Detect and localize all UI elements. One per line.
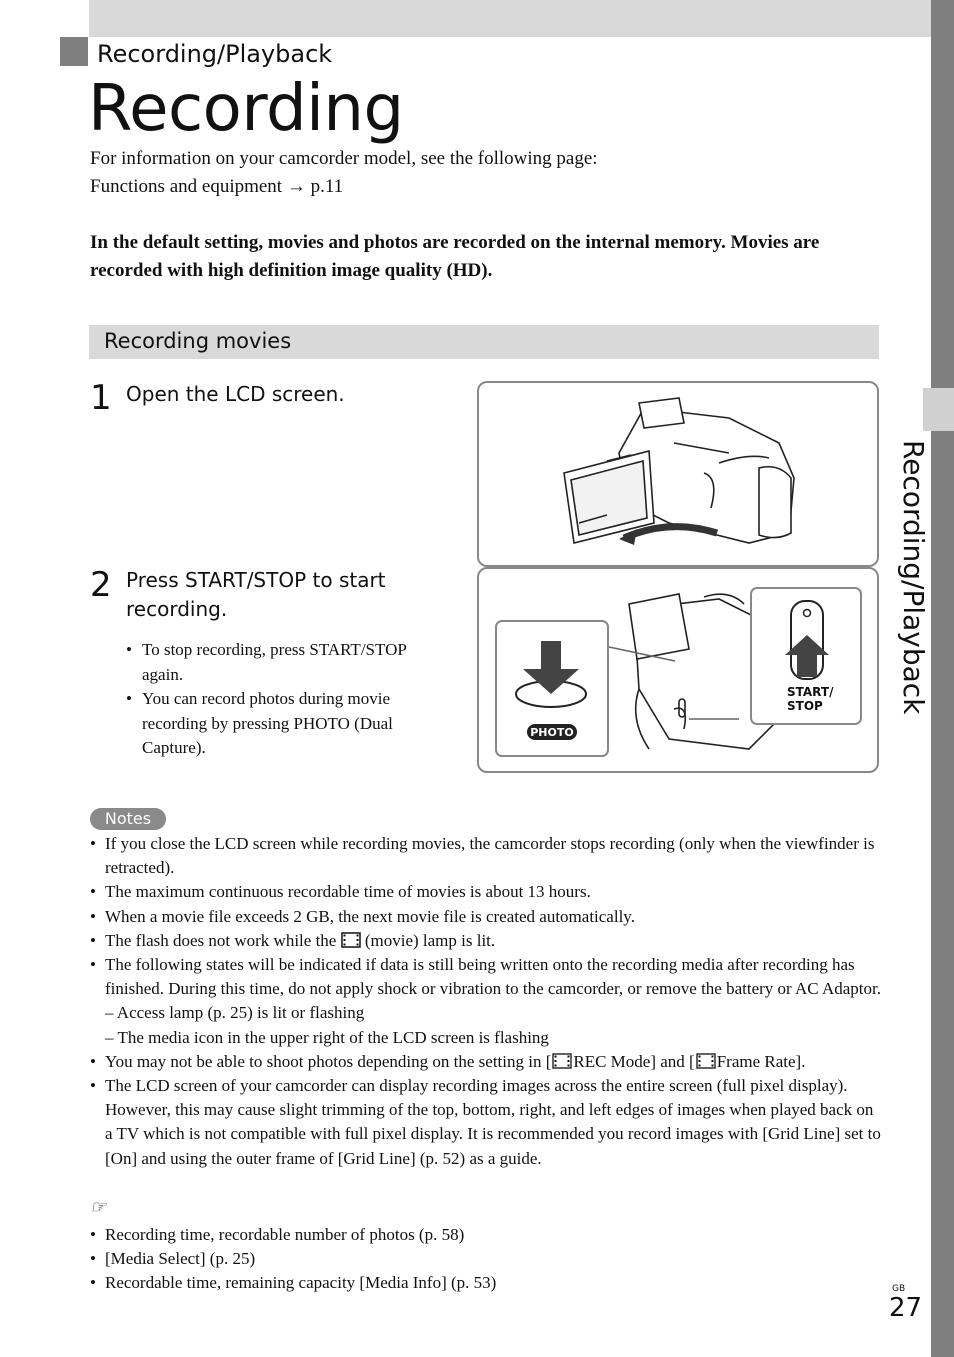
step-2-bullet: • To stop recording, press START/STOP again. [126,638,436,687]
section-label: Recording/Playback [97,40,333,68]
section-marker [60,37,88,66]
default-setting-note: In the default setting, movies and photos are recorded on the internal memory. Movies are recorded with high definition image quality (HD). [90,232,820,281]
note-item: • If you close the LCD screen while recording movies, the camcorder stops recording (only when the viewfinder is retracted). [90,832,885,880]
step-1-text: Open the LCD screen. [126,382,345,406]
note-item: • The following states will be indicated if data is still being written onto the recording media after recording has finished. During this time, do not apply shock or vibration to the camcorder, or remove the battery or AC Adaptor. [90,953,885,1001]
intro-line2: Functions and equipment → p.11 [90,176,344,197]
notes-list [90,832,885,1171]
arrow-icon: → [286,176,306,197]
reference-item[interactable]: • Recording time, recordable number of photos (p. 58) [90,1223,880,1247]
page-number: 27 [889,1293,923,1323]
start-stop-label-1: START/ [787,685,834,699]
intro-line1: For information on your camcorder model, see the following page: [90,148,598,169]
step-2-bullet: • You can record photos during movie recording by pressing PHOTO (Dual Capture). [126,687,436,761]
note-item: • The flash does not work while the (movie) lamp is lit. [90,929,885,953]
region-code: GB [892,1284,906,1294]
side-tab-marker [923,388,954,431]
note-item: • You may not be able to shoot photos depending on the setting in [ REC Mode] and [ Frame Rate]. [90,1050,885,1074]
subsection-heading: Recording movies [89,325,879,359]
photo-label: PHOTO [530,726,574,739]
step-2-number: 2 [90,565,112,605]
side-bar [931,0,954,1357]
note-item: • When a movie file exceeds 2 GB, the next movie file is created automatically. [90,905,885,929]
step-2-bullets [126,638,436,761]
notes-badge: Notes [90,808,166,830]
reference-item[interactable]: • [Media Select] (p. 25) [90,1247,880,1271]
step-1-number: 1 [90,378,112,418]
reference-item[interactable]: • Recordable time, remaining capacity [Media Info] (p. 53) [90,1271,880,1295]
side-tab-label: Recording/Playback [897,440,930,715]
reference-hand-icon: ☞ [90,1197,107,1217]
header-band [89,0,931,37]
start-stop-label-2: STOP [787,699,823,713]
camcorder-buttons-illustration [479,569,876,770]
camcorder-illustration [479,383,876,564]
page-title: Recording [88,72,404,146]
start-stop-button-inset [751,588,861,724]
note-item: • The maximum continuous recordable time of movies is about 13 hours. [90,880,885,904]
figure-open-lcd [477,381,879,567]
intro [90,145,598,201]
reference-list [90,1223,880,1296]
photo-button-inset [496,621,608,756]
step-2-text: Press START/STOP to start recording. [126,568,386,621]
figure-start-stop [477,567,879,773]
movie-icon [695,1053,717,1069]
note-item: • The LCD screen of your camcorder can display recording images across the entire screen (full pixel display). However, this may cause slight trimming of the top, bottom, right, and left edges of images when played back on a TV which is not compatible with full pixel display. It is recommended you record images with [Grid Line] set to [On] and using the outer frame of [Grid Line] (p. 52) as a guide. [90,1074,885,1171]
movie-icon [551,1053,573,1069]
movie-icon [341,932,361,948]
note-subitem: – Access lamp (p. 25) is lit or flashing [105,1003,365,1023]
note-subitem: – The media icon in the upper right of the LCD screen is flashing [105,1027,549,1047]
page-link[interactable]: p.11 [305,176,344,197]
